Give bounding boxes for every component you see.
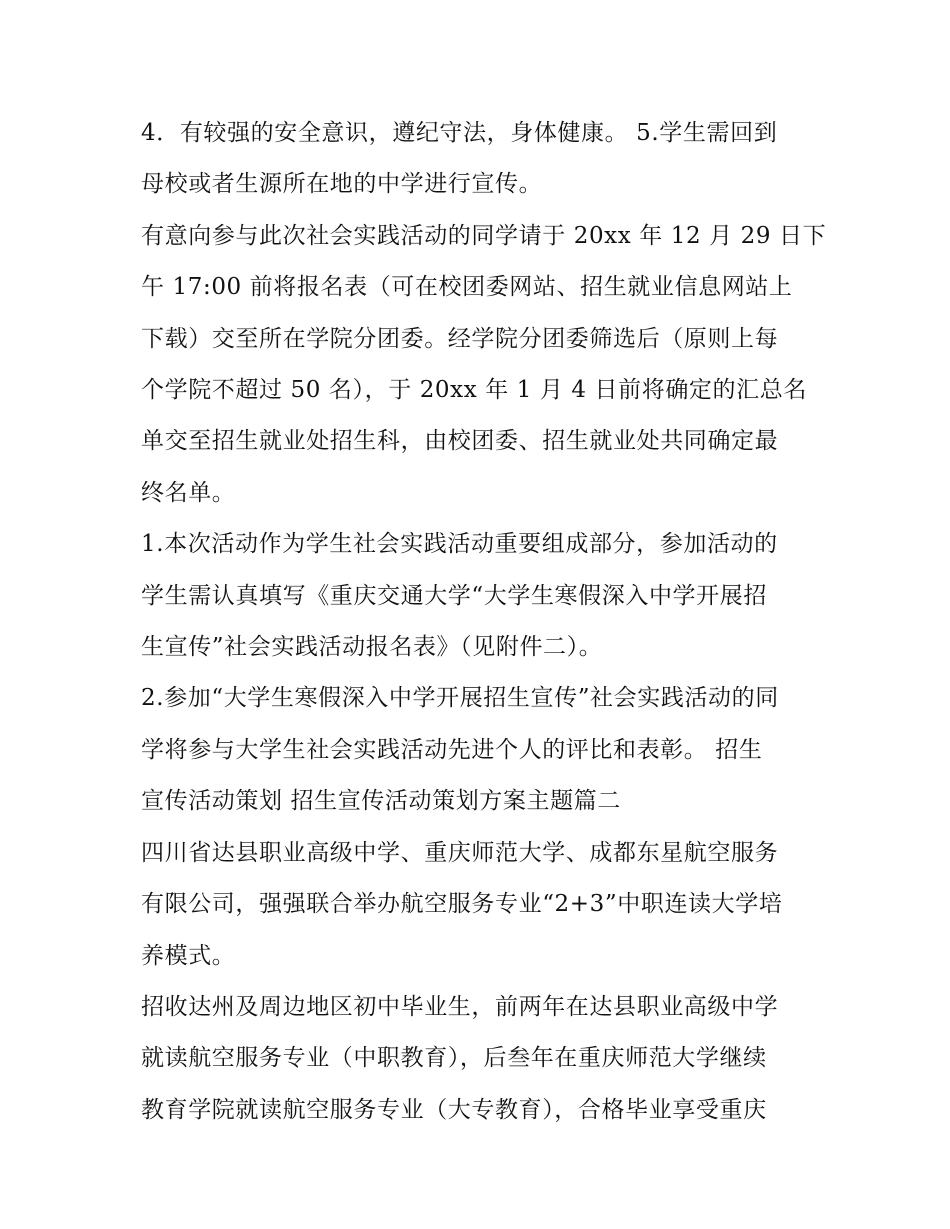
text-line: 有意向参与此次社会实践活动的同学请于 20xx 年 12 月 29 日下 (141, 222, 827, 249)
text-line: 1.本次活动作为学生社会实践活动重要组成部分，参加活动的 (141, 531, 778, 558)
text-line: 下载）交至所在学院分团委。经学院分团委筛选后（原则上每 (141, 325, 779, 352)
text-line: 养模式。 (141, 942, 236, 969)
text-line: 宣传活动策划 招生宣传活动策划方案主题篇二 (141, 788, 621, 815)
text-line: 四川省达县职业高级中学、重庆师范大学、成都东星航空服务 (141, 839, 779, 866)
text-line: 教育学院就读航空服务专业（大专教育），合格毕业享受重庆 (141, 1096, 767, 1123)
paragraph-partnership (141, 828, 813, 982)
text-line: 个学院不超过 50 名），于 20xx 年 1 月 4 日前将确定的汇总名 (141, 377, 807, 404)
text-line: 2.参加“大学生寒假深入中学开展招生宣传”社会实践活动的同 (141, 685, 779, 712)
text-line: 午 17:00 前将报名表（可在校团委网站、招生就业信息网站上 (141, 274, 793, 301)
text-line: 招收达州及周边地区初中毕业生，前两年在达县职业高级中学 (141, 993, 779, 1020)
text-line: 单交至招生就业处招生科，由校团委、招生就业处共同确定最 (141, 428, 779, 455)
text-line: 学将参与大学生社会实践活动先进个人的评比和表彰。 招生 (141, 736, 763, 763)
paragraph-requirements (141, 108, 813, 211)
text-line: 生宣传”社会实践活动报名表》（见附件二）。 (141, 634, 603, 661)
document-body (141, 108, 827, 1136)
text-line: 母校或者生源所在地的中学进行宣传。 (141, 171, 543, 198)
paragraph-item-2 (141, 673, 813, 827)
text-line: 终名单。 (141, 479, 236, 506)
text-line: 就读航空服务专业（中职教育），后叁年在重庆师范大学继续 (141, 1045, 767, 1072)
text-line: 学生需认真填写《重庆交通大学“大学生寒假深入中学开展招 (141, 582, 767, 609)
paragraph-enrollment (141, 982, 813, 1136)
paragraph-item-1 (141, 519, 813, 673)
text-line: 4．有较强的安全意识，遵纪守法，身体健康。 5.学生需回到 (141, 120, 778, 146)
paragraph-registration (141, 211, 827, 519)
text-line: 有限公司，强强联合举办航空服务专业“2+3”中职连读大学培 (141, 891, 783, 918)
